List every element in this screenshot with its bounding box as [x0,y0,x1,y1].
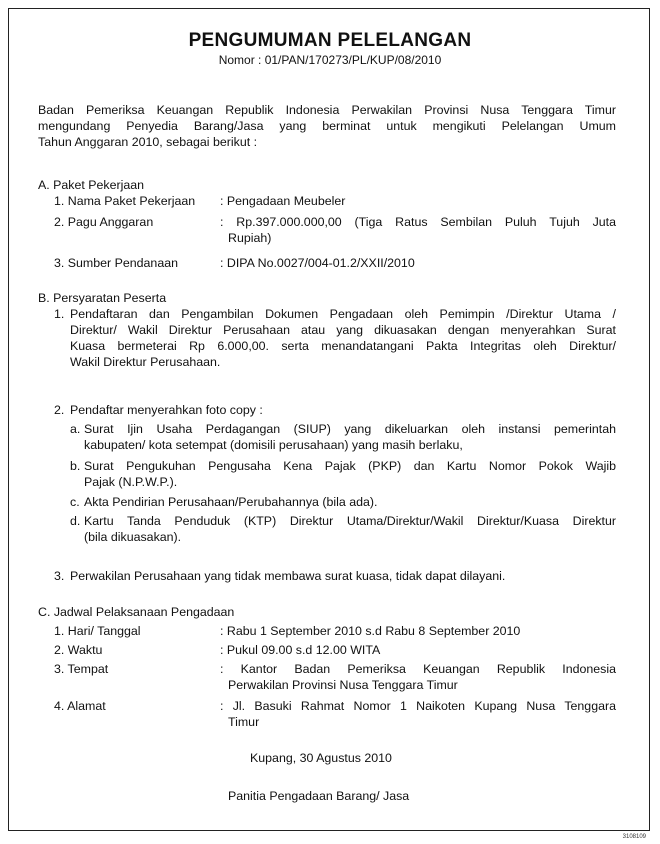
b2d-line-2: (bila dikuasakan). [84,530,182,544]
b1-line-3: Kuasa bermeterai Rp 6.000,00. serta menandatangani Pakta Integritas oleh Direktur/ [70,339,616,353]
b2d-letter: d. [70,514,81,528]
section-c-value-4: : Jl. Basuki Rahmat Nomor 1 Naikoten Kupang Nusa Tenggara [220,699,616,713]
document-title: PENGUMUMAN PELELANGAN [188,30,472,51]
section-a-label-2: 2. Pagu Anggaran [54,215,154,229]
section-c-label-3: 3. Tempat [54,662,109,676]
section-c-label-4: 4. Alamat [54,699,106,713]
b1-line-1: Pendaftaran dan Pengambilan Dokumen Pengadaan oleh Pemimpin /Direktur Utama / [70,307,616,321]
section-c-value-3b: Perwakilan Provinsi Nusa Tenggara Timur [228,678,458,692]
section-c-value-1: : Rabu 1 September 2010 s.d Rabu 8 September 2010 [220,624,521,638]
section-a-value-2b: Rupiah) [228,231,272,245]
section-b-heading: B. Persyaratan Peserta [38,291,167,305]
b2-lead: Pendaftar menyerahkan foto copy : [70,403,263,417]
b2a-letter: a. [70,422,81,436]
section-c-label-2: 2. Waktu [54,643,103,657]
b2b-line-1: Surat Pengukuhan Pengusaha Kena Pajak (PKP) dan Kartu Nomor Pokok Wajib [84,459,616,473]
intro-line-1: Badan Pemeriksa Keuangan Republik Indonesia Perwakilan Provinsi Nusa Tenggara Timur [38,103,616,117]
section-c-value-3: : Kantor Badan Pemeriksa Keuangan Republik Indonesia [220,662,616,676]
section-a-value-3: : DIPA No.0027/004-01.2/XXII/2010 [220,256,415,270]
b3-number: 3. [54,569,65,583]
intro-line-2: mengundang Penyedia Barang/Jasa yang berminat untuk mengikuti Pelelangan Umum [38,119,616,133]
b2c-line-1: Akta Pendirian Perusahaan/Perubahannya (bila ada). [84,495,378,509]
b2a-line-2: kabupaten/ kota setempat (domisili perusahaan) yang masih berlaku, [84,438,463,452]
b2b-letter: b. [70,459,81,473]
b1-number: 1. [54,307,65,321]
section-a-value-1: : Pengadaan Meubeler [220,194,346,208]
b1-line-4: Wakil Direktur Perusahaan. [70,355,221,369]
b2-number: 2. [54,403,65,417]
section-c-label-1: 1. Hari/ Tanggal [54,624,141,638]
b2d-line-1: Kartu Tanda Penduduk (KTP) Direktur Utama/Direktur/Wakil Direktur/Kuasa Direktur [84,514,616,528]
place-date: Kupang, 30 Agustus 2010 [250,751,392,765]
section-a-heading: A. Paket Pekerjaan [38,178,145,192]
section-c-value-4b: Timur [228,715,260,729]
committee-signature: Panitia Pengadaan Barang/ Jasa [228,789,410,803]
b3-text: Perwakilan Perusahaan yang tidak membawa surat kuasa, tidak dapat dilayani. [70,569,506,583]
section-a-label-1: 1. Nama Paket Pekerjaan [54,194,196,208]
section-a-value-2: : Rp.397.000.000,00 (Tiga Ratus Sembilan Puluh Tujuh Juta [220,215,616,229]
footer-code: 3108109 [622,834,646,840]
section-a-label-3: 3. Sumber Pendanaan [54,256,178,270]
document-number: Nomor : 01/PAN/170273/PL/KUP/08/2010 [218,53,442,67]
b2a-line-1: Surat Ijin Usaha Perdagangan (SIUP) yang dikeluarkan oleh instansi pemerintah [84,422,616,436]
b2b-line-2: Pajak (N.P.W.P.). [84,475,178,489]
section-c-heading: C. Jadwal Pelaksanaan Pengadaan [38,605,235,619]
intro-line-3: Tahun Anggaran 2010, sebagai berikut : [38,135,258,149]
b1-line-2: Direktur/ Wakil Direktur Perusahaan atau yang dikuasakan dengan menyerahkan Surat [70,323,616,337]
b2c-letter: c. [70,495,80,509]
section-c-value-2: : Pukul 09.00 s.d 12.00 WITA [220,643,381,657]
